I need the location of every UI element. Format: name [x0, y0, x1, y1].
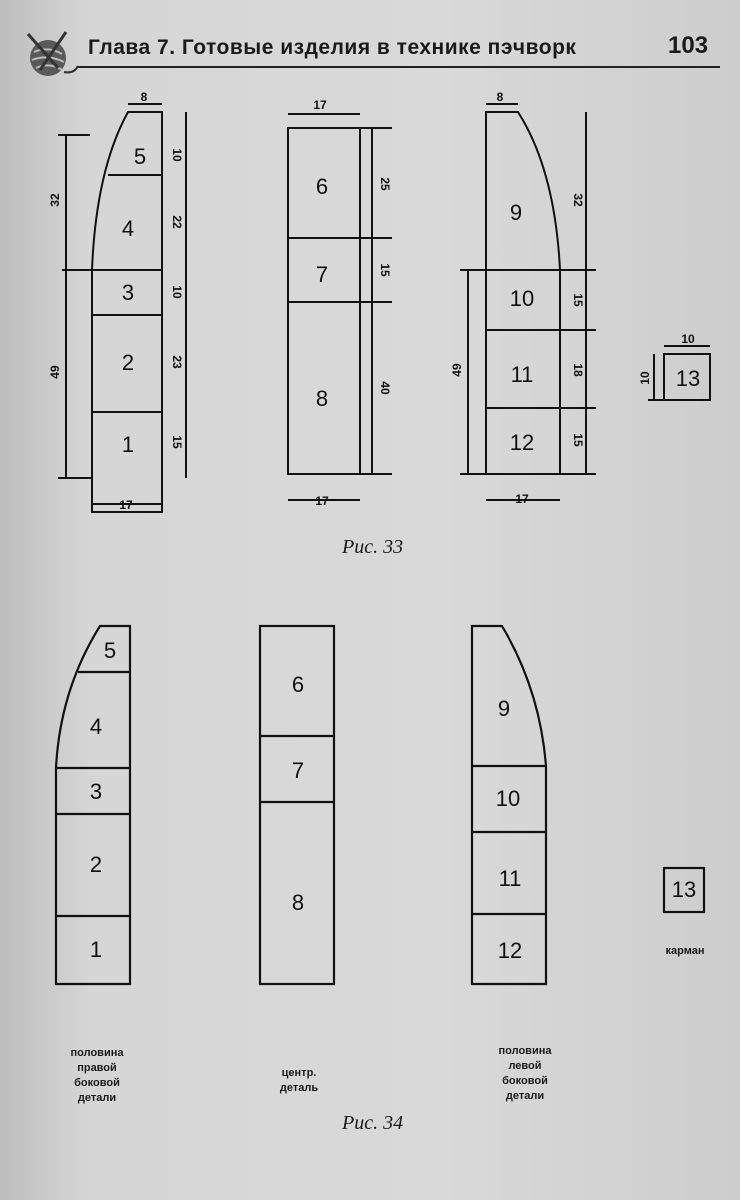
fig33-piece-3: 3 — [121, 279, 135, 305]
fig33-left-top-width: 8 — [140, 90, 148, 105]
page-number: 103 — [668, 32, 709, 59]
fig33-center-bottom-width: 17 — [315, 494, 329, 509]
fig33-piece-9: 9 — [509, 199, 523, 225]
fig34-piece-10: 10 — [495, 785, 521, 811]
fig34-piece-4: 4 — [89, 713, 103, 739]
fig33-left-dim-32: 32 — [48, 193, 63, 207]
fig34-piece-3: 3 — [89, 778, 103, 804]
fig33-piece-12: 12 — [509, 429, 535, 455]
fig33-right-dim-18: 18 — [570, 363, 585, 377]
fig33-piece-5: 5 — [133, 143, 147, 169]
fig33-left-dim-22: 22 — [169, 215, 184, 229]
fig34-piece-6: 6 — [291, 671, 305, 697]
fig33-right-dim-15b: 15 — [570, 433, 585, 447]
fig33-center-dim-40: 40 — [377, 381, 392, 395]
fig33-piece-4: 4 — [121, 215, 135, 241]
fig33-right-dim-49: 49 — [450, 363, 465, 377]
fig34-piece-13: 13 — [671, 876, 697, 902]
fig33-right-dim-32: 32 — [570, 193, 585, 207]
fig34-left-outline — [56, 626, 130, 984]
fig33-piece-10: 10 — [509, 285, 535, 311]
fig33-piece-13: 13 — [675, 365, 701, 391]
fig34-pocket-label: карман — [665, 945, 705, 957]
fig33-piece-6: 6 — [315, 173, 329, 199]
fig33-center-dim-15: 15 — [377, 263, 392, 277]
fig33-right-bottom-width: 17 — [515, 492, 529, 507]
fig34-piece-2: 2 — [89, 851, 103, 877]
fig33-pocket-left-height: 10 — [638, 371, 653, 385]
fig33-piece-1: 1 — [121, 431, 135, 457]
fig33-left-dim-15: 15 — [169, 435, 184, 449]
fig33-left-dim-49: 49 — [48, 365, 63, 379]
fig33-piece-8: 8 — [315, 385, 329, 411]
fig34-left-label: половина правой боковой детали — [70, 1047, 124, 1104]
fig34-piece-11: 11 — [498, 865, 522, 891]
fig33-piece-7: 7 — [315, 261, 329, 287]
fig33-center-top-width: 17 — [313, 98, 327, 113]
fig34-piece-5: 5 — [103, 637, 117, 663]
fig33-piece-2: 2 — [121, 349, 135, 375]
fig33-left-bottom-width: 17 — [119, 498, 133, 513]
fig34-piece-12: 12 — [497, 937, 523, 963]
fig33-center-dim-25: 25 — [377, 177, 392, 191]
figure-33-caption: Рис. 33 — [342, 536, 404, 558]
figure-34-caption: Рис. 34 — [342, 1112, 404, 1134]
fig33-piece-11: 11 — [510, 361, 534, 387]
fig33-left-dim-10b: 10 — [169, 285, 184, 299]
fig34-piece-8: 8 — [291, 889, 305, 915]
fig33-pocket-top-width: 10 — [681, 332, 695, 347]
fig34-piece-7: 7 — [291, 757, 305, 783]
chapter-title: Глава 7. Готовые изделия в технике пэчворк — [88, 36, 577, 59]
fig33-right-top-width: 8 — [496, 90, 504, 105]
fig33-left-dim-23: 23 — [169, 355, 184, 369]
fig34-piece-1: 1 — [89, 936, 103, 962]
fig33-left-dim-10a: 10 — [169, 148, 184, 162]
fig33-right-dim-15a: 15 — [570, 293, 585, 307]
fig34-right-label: половина левой боковой детали — [498, 1045, 552, 1102]
fig34-piece-9: 9 — [497, 695, 511, 721]
fig34-center-label: центр. деталь — [279, 1067, 319, 1094]
